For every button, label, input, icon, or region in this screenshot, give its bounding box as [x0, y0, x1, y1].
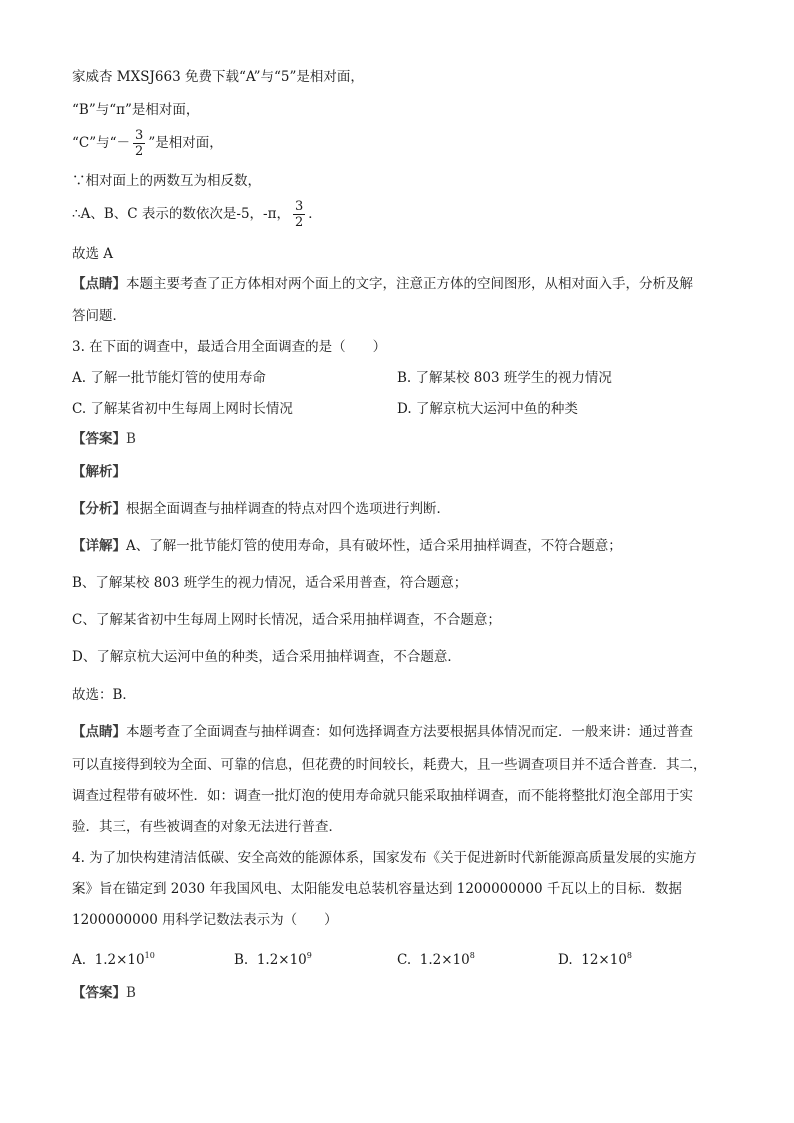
solution-line-5-post: ． — [308, 206, 322, 222]
solution-line-3 — [72, 128, 223, 159]
fraction — [133, 128, 145, 159]
answer-value: B — [126, 985, 136, 1001]
solution-line-3-pre: “C”与“－ — [72, 135, 131, 151]
fraction-denominator: 2 — [135, 144, 144, 159]
solution-line-2: “B”与“π”是相对面， — [72, 102, 200, 118]
option-exponent: 9 — [306, 951, 312, 960]
question-3-detail-a — [72, 537, 622, 555]
option-label: B. — [234, 952, 249, 968]
question-3-choose: 故选：B． — [72, 687, 136, 703]
option-base: 1.2×10 — [256, 952, 307, 968]
comment-text: 本题主要考查了正方体相对两个面上的文字，注意正方体的空间图形，从相对面入手，分析及解 — [126, 276, 693, 292]
jiexi-tag: 【解析】 — [72, 464, 126, 480]
question-3-analysis — [72, 500, 450, 518]
question-3-detail-d: D、了解京杭大运河中鱼的种类，适合采用抽样调查，不合题意． — [72, 649, 461, 665]
question-3-option-a: A. 了解一批节能灯管的使用寿命 — [72, 370, 266, 386]
question-4-option-b — [234, 947, 312, 969]
detail-tag: 【详解】 — [72, 538, 126, 554]
option-label: A. — [72, 952, 87, 968]
comment-tag: 【点睛】 — [72, 276, 126, 292]
question-4-option-c — [397, 947, 475, 969]
question-3-detail-b: B、了解某校 803 班学生的视力情况，适合采用普查，符合题意； — [72, 575, 468, 591]
question-4-option-d — [558, 947, 632, 969]
question-3-stem: 3. 在下面的调查中，最适合用全面调查的是（ ） — [72, 339, 387, 355]
comment-line-1 — [72, 275, 693, 293]
question-3-option-d: D. 了解京杭大运河中鱼的种类 — [397, 401, 578, 417]
option-base: 1.2×10 — [94, 952, 145, 968]
comment-line-2: 答问题． — [72, 308, 126, 324]
option-exponent: 8 — [469, 951, 475, 960]
option-label: C. — [397, 952, 412, 968]
question-3-comment-3: 调查过程带有破坏性．如：调查一批灯泡的使用寿命就只能采取抽样调查，而不能将整批灯泡全部用于实 — [72, 788, 693, 804]
question-3-answer — [72, 430, 136, 448]
answer-value: B — [126, 431, 136, 447]
option-exponent: 8 — [626, 951, 632, 960]
fraction-numerator: 3 — [294, 199, 304, 214]
question-4-stem-3: 1200000000 用科学记数法表示为（ ） — [72, 912, 338, 928]
analysis-tag: 【分析】 — [72, 501, 126, 517]
solution-line-1: 家威杏 MXSJ663 免费下载“A”与“5”是相对面， — [72, 69, 364, 85]
option-exponent: 10 — [144, 951, 155, 960]
question-4-stem-2: 案》旨在锚定到 2030 年我国风电、太阳能发电总装机容量达到 1200000000 千瓦以上的目标．数据 — [72, 881, 682, 897]
analysis-text: 根据全面调查与抽样调查的特点对四个选项进行判断． — [126, 501, 450, 517]
solution-line-3-post: ”是相对面， — [148, 135, 223, 151]
option-base: 1.2×10 — [419, 952, 470, 968]
question-3-comment-1 — [72, 723, 693, 741]
fraction-denominator: 2 — [294, 215, 304, 230]
question-3-jiexi — [72, 463, 126, 481]
fraction-numerator: 3 — [135, 128, 144, 143]
question-3-option-b: B. 了解某校 803 班学生的视力情况 — [397, 370, 612, 386]
fraction — [293, 199, 305, 230]
question-4-option-a — [72, 947, 155, 969]
solution-line-5-pre: ∴A、B、C 表示的数依次是-5，-π， — [72, 206, 290, 222]
question-3-option-c: C. 了解某省初中生每周上网时长情况 — [72, 401, 293, 417]
question-3-comment-2: 可以直接得到较为全面、可靠的信息，但花费的时间较长，耗费大，且一些调查项目并不适合普查．其二， — [72, 757, 707, 773]
option-base: 12×10 — [581, 952, 627, 968]
answer-tag: 【答案】 — [72, 431, 126, 447]
question-3-comment-4: 验．其三，有些被调查的对象无法进行普查． — [72, 819, 342, 835]
solution-line-4: ∵相对面上的两数互为相反数， — [72, 173, 261, 189]
comment-text: 本题考查了全面调查与抽样调查：如何选择调查方法要根据具体情况而定．一般来讲：通过普查 — [126, 724, 693, 740]
answer-tag: 【答案】 — [72, 985, 126, 1001]
option-label: D. — [558, 952, 573, 968]
question-3-detail-c: C、了解某省初中生每周上网时长情况，适合采用抽样调查，不合题意； — [72, 612, 501, 628]
question-4-stem-1: 4. 为了加快构建清洁低碳、安全高效的能源体系，国家发布《关于促进新时代新能源高质量发展的实施方 — [72, 850, 697, 866]
question-4-answer — [72, 984, 136, 1002]
solution-line-5 — [72, 199, 322, 230]
comment-tag: 【点睛】 — [72, 724, 126, 740]
solution-choose: 故选 A — [72, 246, 114, 262]
detail-text: A、了解一批节能灯管的使用寿命，具有破坏性，适合采用抽样调查，不符合题意； — [126, 538, 622, 554]
